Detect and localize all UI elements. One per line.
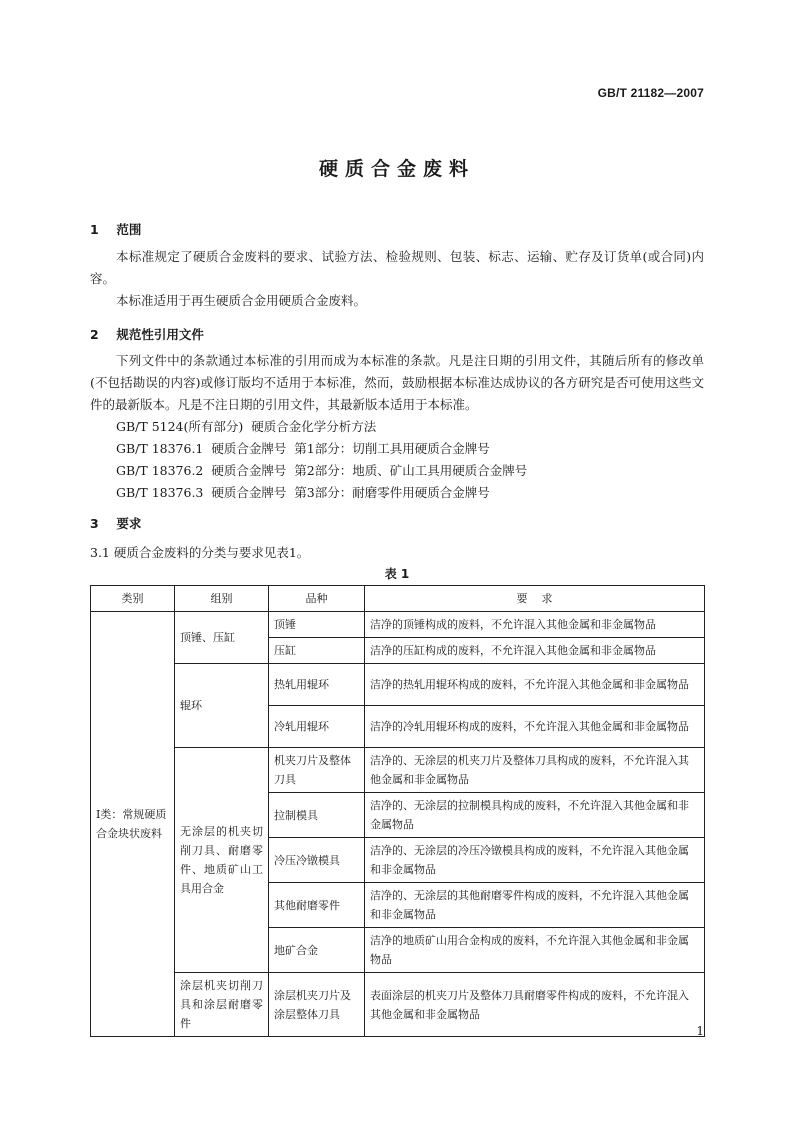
section-1-para-2: 本标准适用于再生硬质合金用硬质合金废料。 [116,293,367,308]
category-cell: Ⅰ类：常规硬质合金块状废料 [91,612,175,1037]
section-2-number: 2 [90,327,99,342]
table-row [91,748,705,793]
variety-cell: 涂层机夹刀片及涂层整体刀具 [269,973,365,1037]
table-header-row [91,586,705,612]
section-1-heading [90,220,141,238]
variety-cell: 顶锤 [269,612,365,638]
table-row [91,612,705,638]
page-number: 1 [696,1024,704,1038]
requirement-cell: 洁净的冷轧用辊环构成的废料，不允许混入其他金属和非金属物品 [365,706,705,748]
requirement-cell: 洁净的、无涂层的其他耐磨零件构成的废料，不允许混入其他金属和非金属物品 [365,883,705,928]
section-2-title: 规范性引用文件 [116,327,204,342]
requirement-cell: 表面涂层的机夹刀片及整体刀具耐磨零件构成的废料，不允许混入其他金属和非金属物品 [365,973,705,1037]
reference-item: GB/T 5124(所有部分) 硬质合金化学分析方法 [116,419,377,434]
reference-item: GB/T 18376.2 硬质合金牌号 第2部分：地质、矿山工具用硬质合金牌号 [116,463,528,478]
section-1-title: 范围 [116,222,142,237]
variety-cell: 压缸 [269,638,365,664]
document-title: 硬质合金废料 [318,158,475,180]
table-row [91,973,705,1037]
header-group: 组别 [175,586,269,612]
requirement-cell: 洁净的热轧用辊环构成的废料，不允许混入其他金属和非金属物品 [365,664,705,706]
section-3-title: 要求 [116,516,142,531]
variety-cell: 机夹刀片及整体刀具 [269,748,365,793]
group-cell: 无涂层的机夹切削刀具、耐磨零件、地质矿山工具用合金 [175,748,269,973]
variety-cell: 拉制模具 [269,793,365,838]
requirement-cell: 洁净的、无涂层的冷压冷镦模具构成的废料，不允许混入其他金属和非金属物品 [365,838,705,883]
requirement-cell: 洁净的、无涂层的拉制模具构成的废料，不允许混入其他金属和非金属物品 [365,793,705,838]
header-requirement: 要 求 [365,586,705,612]
section-3-heading [90,514,141,532]
standard-code: GB/T 21182—2007 [597,86,704,100]
variety-cell: 地矿合金 [269,928,365,973]
variety-cell: 其他耐磨零件 [269,883,365,928]
reference-item: GB/T 18376.1 硬质合金牌号 第1部分：切削工具用硬质合金牌号 [116,441,490,456]
variety-cell: 热轧用辊环 [269,664,365,706]
group-cell: 顶锤、压缸 [175,612,269,664]
section-3-number: 3 [90,516,99,531]
section-2-para-1: 下列文件中的条款通过本标准的引用而成为本标准的条款。凡是注日期的引用文件，其随后所有的修改单(不包括勘误的内容)或修订版均不适用于本标准，然而，鼓励根据本标准达成协议的各方研究是否可使用这些文件的最新版本。凡是不注日期的引用文件，其最新版本适用于本标准。 [90,353,704,412]
requirement-cell: 洁净的顶锤构成的废料，不允许混入其他金属和非金属物品 [365,612,705,638]
requirement-cell: 洁净的压缸构成的废料，不允许混入其他金属和非金属物品 [365,638,705,664]
group-cell: 辊环 [175,664,269,748]
requirement-cell: 洁净的地质矿山用合金构成的废料，不允许混入其他金属和非金属物品 [365,928,705,973]
header-category: 类别 [91,586,175,612]
group-cell: 涂层机夹切削刀具和涂层耐磨零件 [175,973,269,1037]
section-1-para-1: 本标准规定了硬质合金废料的要求、试验方法、检验规则、包装、标志、运输、贮存及订货单(或合同)内容。 [90,249,704,286]
section-1-number: 1 [90,222,99,237]
header-variety: 品种 [269,586,365,612]
requirement-cell: 洁净的、无涂层的机夹刀片及整体刀具构成的废料，不允许混入其他金属和非金属物品 [365,748,705,793]
table-caption: 表 1 [384,567,410,581]
clause-3-1: 3.1 硬质合金废料的分类与要求见表1。 [90,545,310,560]
section-2-heading [90,325,204,343]
variety-cell: 冷轧用辊环 [269,706,365,748]
reference-item: GB/T 18376.3 硬质合金牌号 第3部分：耐磨零件用硬质合金牌号 [116,485,490,500]
variety-cell: 冷压冷镦模具 [269,838,365,883]
classification-table [90,585,705,1037]
table-row [91,664,705,706]
